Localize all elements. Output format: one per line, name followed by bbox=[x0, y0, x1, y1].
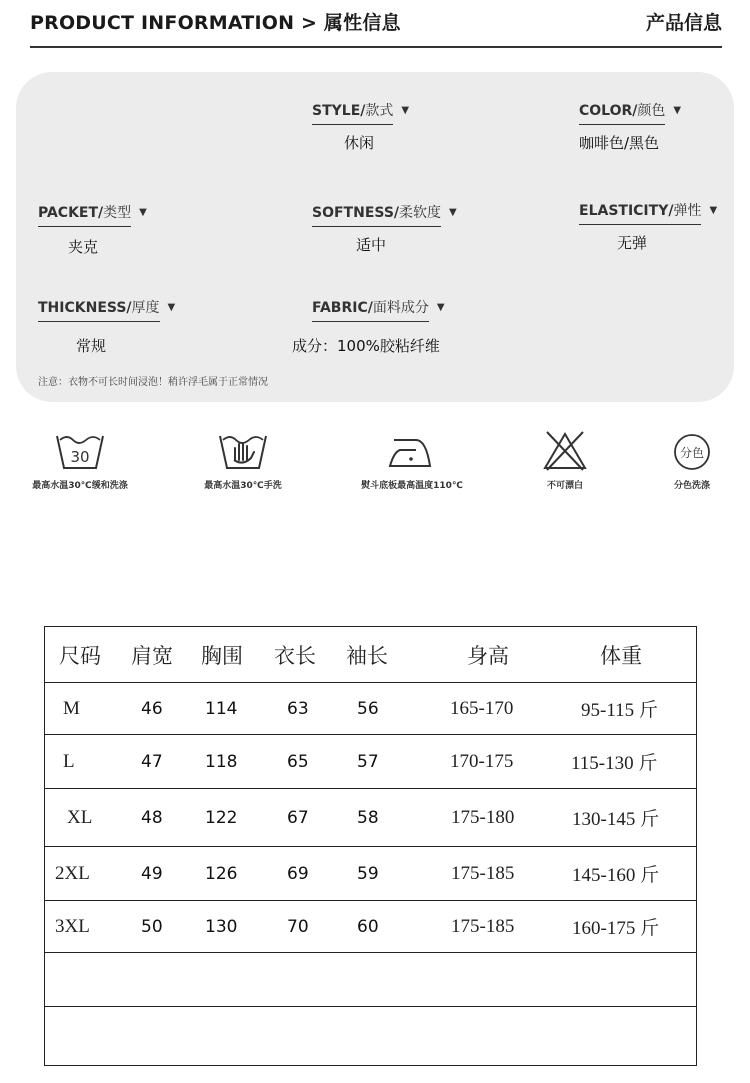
attr-fabric bbox=[292, 297, 445, 355]
attr-softness bbox=[312, 202, 457, 254]
care-caption: 最高水温30℃缓和洗涤 bbox=[32, 481, 128, 491]
size-table-header bbox=[45, 627, 696, 683]
chest-cell: 126 bbox=[205, 863, 238, 884]
length-cell: 67 bbox=[287, 807, 309, 828]
attr-label: COLOR/颜色 bbox=[579, 100, 665, 125]
chest-cell: 118 bbox=[205, 751, 238, 772]
weight-cell: 130-145 斤 bbox=[572, 809, 660, 830]
chest-cell: 130 bbox=[205, 916, 238, 937]
col-header: 肩宽 bbox=[131, 643, 173, 668]
height-cell: 170-175 bbox=[450, 750, 514, 772]
height-cell: 175-180 bbox=[451, 806, 515, 828]
attr-color bbox=[579, 100, 682, 152]
care-caption: 分色洗涤 bbox=[673, 481, 710, 491]
care-caption: 不可漂白 bbox=[546, 481, 583, 491]
col-header: 体重 bbox=[600, 643, 642, 668]
care-caption: 最高水温30℃手洗 bbox=[204, 481, 282, 491]
table-row bbox=[45, 735, 696, 789]
length-cell: 70 bbox=[287, 916, 309, 937]
section-title-right: 产品信息 bbox=[645, 12, 722, 34]
attr-style bbox=[312, 100, 410, 152]
col-header: 身高 bbox=[467, 643, 509, 668]
length-cell: 69 bbox=[287, 863, 309, 884]
attr-label: ELASTICITY/弹性 bbox=[579, 200, 701, 225]
dropdown-arrow-icon: ▼ bbox=[673, 105, 682, 116]
no-bleach-icon bbox=[539, 428, 591, 472]
height-cell: 175-185 bbox=[451, 915, 515, 937]
height-cell: 165-170 bbox=[450, 697, 514, 719]
chest-cell: 114 bbox=[205, 698, 238, 719]
attr-value: 成分：100%胶粘纤维 bbox=[292, 337, 440, 355]
shoulder-cell: 50 bbox=[141, 916, 163, 937]
size-cell: L bbox=[63, 750, 75, 772]
shoulder-cell: 49 bbox=[141, 863, 163, 884]
attr-thickness bbox=[38, 297, 176, 355]
iron-icon bbox=[386, 428, 438, 472]
length-cell: 63 bbox=[287, 698, 309, 719]
size-cell: 3XL bbox=[55, 915, 90, 937]
attr-label: PACKET/类型 bbox=[38, 202, 131, 227]
care-caption: 熨斗底板最高温度110℃ bbox=[361, 481, 463, 491]
length-cell: 65 bbox=[287, 751, 309, 772]
attr-value: 常规 bbox=[76, 337, 107, 355]
table-row bbox=[45, 901, 696, 953]
dropdown-arrow-icon: ▼ bbox=[449, 207, 457, 218]
attr-value: 适中 bbox=[356, 236, 387, 254]
care-item-iron bbox=[342, 428, 482, 491]
chest-cell: 122 bbox=[205, 807, 238, 828]
care-item-hand-wash bbox=[173, 428, 313, 491]
attr-label: STYLE/款式 bbox=[312, 100, 393, 125]
dropdown-arrow-icon: ▼ bbox=[436, 302, 445, 313]
section-title: PRODUCT INFORMATION > 属性信息 bbox=[30, 12, 401, 34]
dropdown-arrow-icon: ▼ bbox=[139, 207, 147, 218]
shoulder-cell: 47 bbox=[141, 751, 163, 772]
separate-wash-badge: 分色 bbox=[679, 446, 705, 460]
table-row bbox=[45, 683, 696, 735]
weight-cell: 145-160 斤 bbox=[572, 865, 660, 886]
attr-label: SOFTNESS/柔软度 bbox=[312, 202, 441, 227]
size-cell: XL bbox=[67, 806, 93, 828]
attr-value: 咖啡色/黑色 bbox=[579, 134, 660, 152]
attr-value: 休闲 bbox=[344, 134, 375, 152]
weight-cell: 160-175 斤 bbox=[572, 918, 660, 939]
size-table bbox=[44, 626, 697, 1066]
attribute-panel bbox=[16, 72, 734, 402]
sleeve-cell: 57 bbox=[357, 751, 379, 772]
attr-value: 无弹 bbox=[617, 234, 648, 252]
shoulder-cell: 48 bbox=[141, 807, 163, 828]
separate-wash-icon bbox=[666, 428, 718, 472]
dropdown-arrow-icon: ▼ bbox=[709, 205, 718, 216]
care-note: 注意：衣物不可长时间浸泡！稍许浮毛属于正常情况 bbox=[38, 377, 268, 388]
dropdown-arrow-icon: ▼ bbox=[401, 105, 410, 116]
care-item-separate-wash bbox=[622, 428, 750, 491]
weight-cell: 95-115 斤 bbox=[581, 700, 658, 721]
col-header: 袖长 bbox=[346, 643, 388, 668]
attr-value: 夹克 bbox=[68, 238, 99, 256]
attr-elasticity bbox=[579, 200, 718, 252]
sleeve-cell: 59 bbox=[357, 863, 379, 884]
height-cell: 175-185 bbox=[451, 862, 515, 884]
attr-packet bbox=[38, 202, 147, 256]
shoulder-cell: 46 bbox=[141, 698, 163, 719]
size-cell: M bbox=[63, 697, 80, 719]
attr-label: FABRIC/面料成分 bbox=[312, 297, 429, 322]
dropdown-arrow-icon: ▼ bbox=[167, 302, 176, 313]
size-cell: 2XL bbox=[55, 862, 90, 884]
care-item-wash-30 bbox=[10, 428, 150, 491]
sleeve-cell: 56 bbox=[357, 698, 379, 719]
care-item-no-bleach bbox=[495, 428, 635, 491]
table-row bbox=[45, 847, 696, 901]
sleeve-cell: 60 bbox=[357, 916, 379, 937]
table-row bbox=[45, 789, 696, 847]
table-row-empty bbox=[45, 953, 696, 1007]
table-row-empty bbox=[45, 1007, 696, 1065]
wash-temp: 30 bbox=[70, 448, 90, 466]
col-header: 衣长 bbox=[274, 643, 316, 668]
col-header: 胸围 bbox=[201, 643, 243, 668]
sleeve-cell: 58 bbox=[357, 807, 379, 828]
col-header: 尺码 bbox=[59, 643, 101, 668]
hand-wash-icon bbox=[217, 428, 269, 472]
weight-cell: 115-130 斤 bbox=[571, 753, 658, 774]
wash-30-icon bbox=[54, 428, 106, 472]
page-header bbox=[30, 8, 722, 48]
attr-label: THICKNESS/厚度 bbox=[38, 297, 160, 322]
